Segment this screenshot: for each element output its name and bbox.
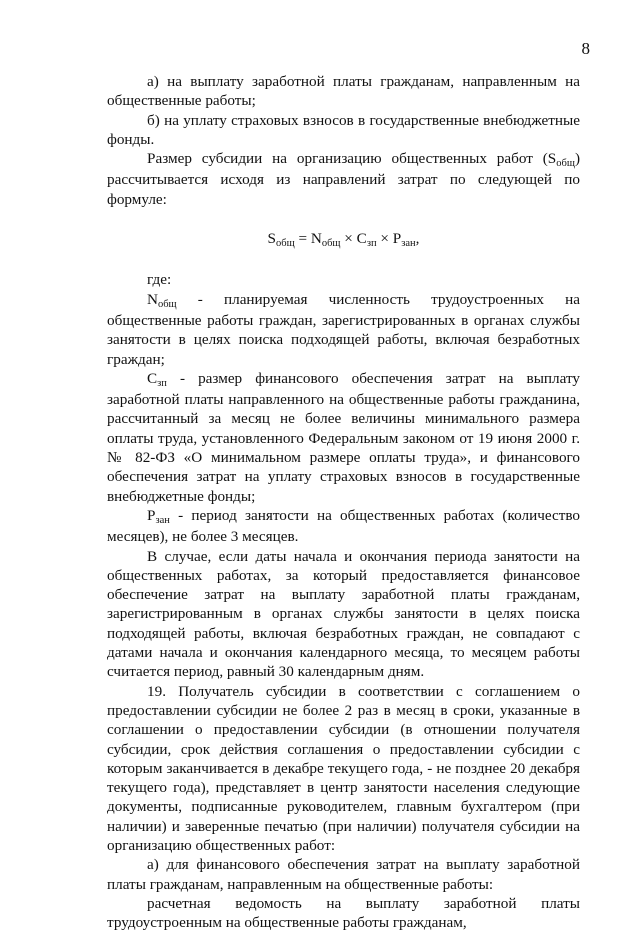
formula-c-sub: зп	[366, 238, 377, 250]
def-n-text: - планируемая численность трудоустроенных на общественные работы граждан, зарегистрированных в органах службы занятости в целях поиска подходящей работы, включая безработных граждан;	[107, 290, 580, 368]
paragraph-19a: а) для финансового обеспечения затрат на выплату заработной платы гражданам, направленным на общественные работы:	[107, 856, 580, 893]
subsidy-size-text: Размер субсидии на организацию общественных работ (S	[147, 150, 557, 168]
def-c-symbol: C	[147, 369, 158, 387]
def-n-sub: общ	[157, 298, 177, 310]
def-p-sub: зан	[155, 514, 170, 526]
formula-times-2: ×	[376, 230, 393, 248]
definition-c	[107, 369, 580, 506]
paragraph-a: а) на выплату заработной платы гражданам, направленным на общественные работы;	[107, 73, 580, 110]
formula-s: S	[267, 230, 276, 248]
formula-c: C	[356, 230, 367, 248]
paragraph-subsidy-size	[107, 149, 580, 209]
paragraph-where: где:	[147, 271, 172, 289]
def-n-symbol: N	[147, 290, 158, 308]
subscript-obsch: общ	[556, 158, 575, 170]
def-p-text: - период занятости на общественных работах (количество месяцев), не более 3 месяцев.	[107, 506, 580, 546]
definition-p	[107, 506, 580, 547]
def-c-text: - размер финансового обеспечения затрат на выплату заработной платы направленного на общественные работы гражданина, рассчитанный за месяц не более величины минимального размера оплаты труда, установленного Федеральным законом от 19 июня 2000 г. № 82-ФЗ «О минимальном размере оплаты труда», и финансового обеспечения затрат на уплату страховых взносов в государственные внебюджетные фонды;	[107, 369, 580, 505]
def-p-symbol: P	[147, 506, 156, 524]
formula-p-sub: зан	[401, 238, 416, 250]
formula-s-sub: общ	[275, 238, 295, 250]
paragraph-19: 19. Получатель субсидии в соответствии с соглашением о предоставлении субсидии не более 2 раз в месяц в сроки, указанные в соглашении о предоставлении субсидии (в отношении получателя субсидии, срок действия соглашения о предоставлении субсидии с которым заканчивается в декабре текущего года, - не позднее 20 декабря текущего года), представляет в центр занятости населения следующие документы, подписанные руководителем, главным бухгалтером (при наличии) и заверенные печатью (при наличии) получателя субсидии на организацию общественных работ:	[107, 682, 580, 854]
paragraph-b: б) на уплату страховых взносов в государственные внебюджетные фонды.	[107, 111, 580, 148]
formula-end: ,	[415, 230, 420, 248]
formula-p: P	[392, 230, 402, 248]
document-body	[107, 72, 580, 932]
definition-n	[107, 290, 580, 369]
paragraph-month-rule: В случае, если даты начала и окончания периода занятости на общественных работах, за который предоставляется финансовое обеспечение затрат на выплату заработной платы гражданам, зарегистрированным в органах службы занятости в целях поиска подходящей работы, включая безработных граждан, не совпадают с датами начала и окончания календарного месяца, то месяцем работы считается период, равный 30 календарным дням.	[107, 547, 580, 681]
formula-n-sub: общ	[321, 238, 341, 250]
formula	[107, 229, 580, 250]
formula-times-1: ×	[340, 230, 357, 248]
formula-eq: =	[294, 230, 311, 248]
formula-n: N	[310, 230, 322, 248]
page-number: 8	[581, 39, 590, 58]
paragraph-payroll: расчетная ведомость на выплату заработной платы трудоустроенным на общественные работы гражданам,	[107, 894, 580, 932]
def-c-sub: зп	[157, 377, 167, 389]
subsidy-size-tail: ) рассчитывается исходя из направлений затрат по следующей по формуле:	[107, 150, 580, 208]
